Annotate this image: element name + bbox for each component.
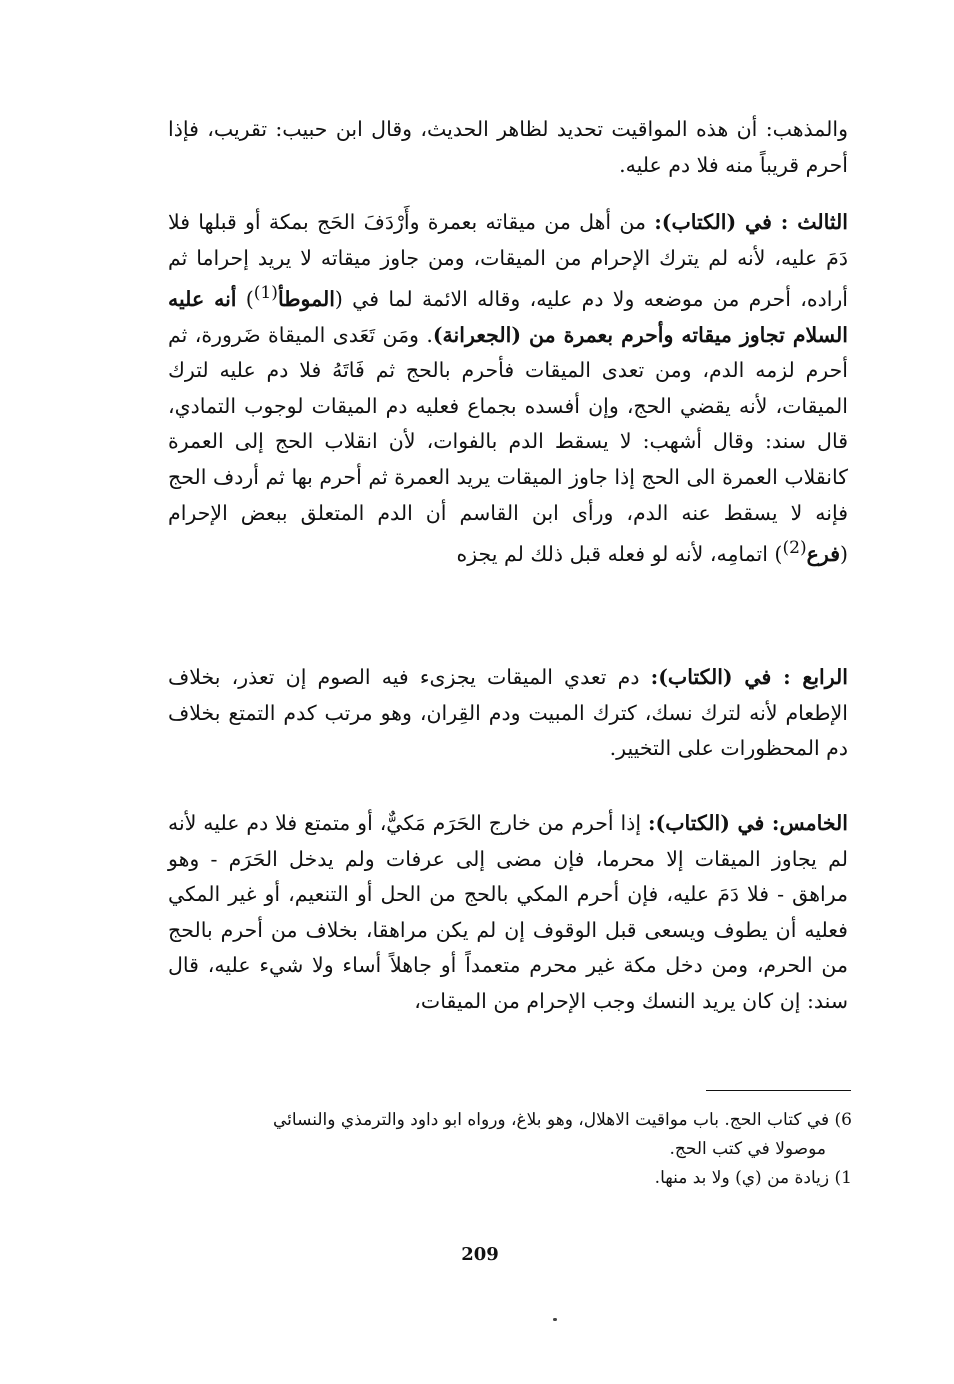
footnote-text: زيادة من (ي) ولا بد منها. (654, 1168, 830, 1188)
footnote-item (160, 1164, 852, 1193)
paragraph-text: إذا أحرم من خارج الحَرَم مَكيٌّ، أو متمتع فلا دم عليه لأنه لم يجاوز الميقات إلا محرما، فإن مضى إلى عرفات ولم يدخل الحَرَم - وهو مراهق - فلا دَمَ عليه، فإن أحرم المكي بالحج من الحل أو التنعيم، أو غير المكي فعليه أن يطوف ويسعى قبل الوقوف إن لم يكن مراهقا، بخلاف من أحرم بالحج من الحرم، ومن دخل مكة غير محرم متعمداً أو جاهلاً أساء ولا شيء عليه، قال سند: إن كان يريد النسك وجب الإحرام من الميقات، (168, 811, 848, 1013)
paragraph-fourth (168, 660, 848, 767)
section-heading-fifth: الخامس: في (الكتاب): (647, 811, 848, 835)
footnote-divider (706, 1090, 851, 1091)
footnote-continuation: موصولا في كتب الحج. (669, 1139, 826, 1159)
footnote-marker: (1) (253, 283, 278, 304)
paragraph-text: . ومَن تَعَدى الميقاة ضَرورة، ثم أحرم لزمه الدم، ومن تعدى الميقات فأحرم بالحج ثم فَاتَهُ فلا دم عليه لترك الميقات، لأنه يقضي الحج، وإن أفسده بجماع فعليه دم الميقات لوجوب التمادي، قال سند: وقال أشهب: لا يسقط الدم بالفوات، لأن انقلاب الحج إلى العمرة كانقلاب العمرة الى الحج إذا جاوز الميقات يريد العمرة ثم أحرم بها ثم أردف الحج فإنه لا يسقط عنه الدم، ورأى ابن القاسم أن الدم المتعلق ببعض الإحرام ( (168, 322, 848, 566)
hadith-quote: أنه عليه السلام تجاوز ميقاته وأحرم بعمرة من (الجعرانة) (168, 287, 848, 347)
footnotes (160, 1106, 852, 1193)
paragraph-text: ) اتمامِه، لأنه لو فعله قبل ذلك لم يجزه (456, 542, 783, 566)
term-far: فرع (806, 542, 840, 566)
paragraph-madhhab (168, 112, 848, 183)
footnote-marker: (2) (782, 538, 807, 559)
paragraph-text: والمذهب: أن هذه المواقيت تحديد لظاهر الحديث، وقال ابن حبيب: تقريب، فإذا أحرم قريباً منه فلا دم عليه. (168, 117, 848, 177)
source-name-muwatta: الموطأ (277, 287, 335, 312)
footnote-text: في كتاب الحج. باب مواقيت الاهلال، وهو بلاغ، ورواه ابو داود والترمذي والنسائي (273, 1110, 830, 1130)
paragraph-text: دم تعدي الميقات يجزىء فيه الصوم إن تعذر، بخلاف الإطعام لأنه لترك نسك، كترك المبيت ودم القِران، وهو مرتب كدم التمتع بخلاف دم المحظورات على التخيير. (168, 665, 848, 761)
footnote-number: 6) (834, 1110, 852, 1130)
paragraph-text: من أهل من ميقاته بعمرة وأَرْدَفَ الحَج بمكة أو قبلها فلا دَمَ عليه، لأنه لم يترك الإحرام من الميقات، ومن جاوز ميقاته لا يريد إحراما ثم أراده، أحرم من موضعه ولا دم عليه، وقاله الائمة لما في ( (168, 210, 848, 312)
footnote-number: 1) (834, 1168, 852, 1188)
paragraph-fifth (168, 806, 848, 1020)
scan-speck (553, 1318, 557, 1321)
paragraph-text: ) (236, 287, 254, 312)
paragraph-third (168, 205, 848, 573)
section-heading-third: الثالث : في (الكتاب): (654, 210, 849, 234)
page-number: 209 (461, 1244, 499, 1265)
section-heading-fourth: الرابع : في (الكتاب): (650, 665, 848, 689)
footnote-item (160, 1106, 852, 1135)
